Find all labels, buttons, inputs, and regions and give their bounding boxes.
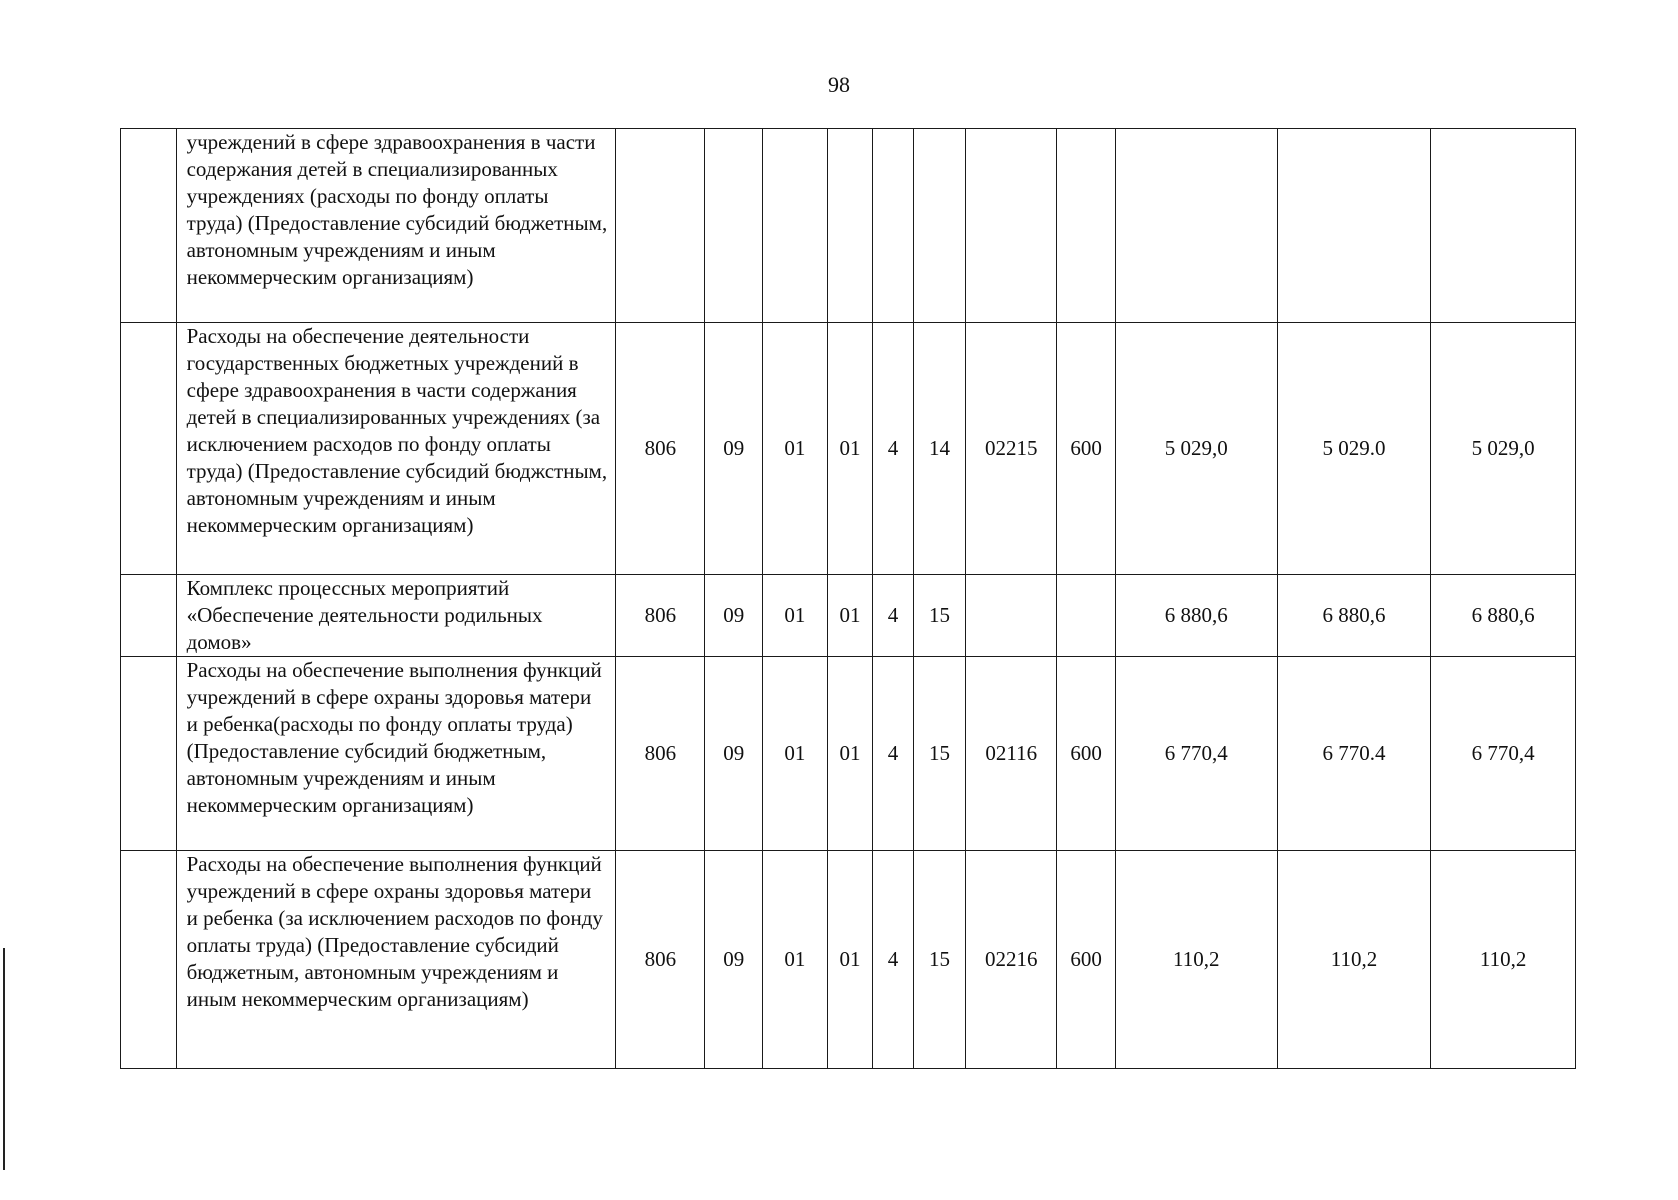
sum-year-1-cell (1115, 129, 1277, 323)
ved-cell: 806 (616, 323, 705, 575)
sum-year-1-cell: 6 880,6 (1115, 575, 1277, 657)
sum-year-2-cell (1277, 129, 1431, 323)
cs-type-cell: 4 (873, 851, 913, 1069)
cs-direction-cell: 02216 (966, 851, 1057, 1069)
budget-table (120, 128, 1576, 1069)
vr-cell: 600 (1057, 851, 1116, 1069)
rz-cell (705, 129, 763, 323)
table-row (121, 575, 1576, 657)
row-index-cell (121, 851, 177, 1069)
pr-cell: 01 (763, 657, 828, 851)
cs-program-cell: 01 (827, 323, 873, 575)
vr-cell (1057, 575, 1116, 657)
ved-cell: 806 (616, 657, 705, 851)
description-cell: Комплекс процессных мероприятий «Обеспечение деятельности родильных домов» (176, 575, 616, 657)
sum-year-2-cell: 6 770.4 (1277, 657, 1431, 851)
description-cell: Расходы на обеспечение выполнения функций учреждений в сфере охраны здоровья матери и ребенка (за исключением расходов по фонду оплаты труда) (Предоставление субсидий бюджетным, автономным учреждениям и иным некоммерческим организациям) (176, 851, 616, 1069)
cs-type-cell: 4 (873, 323, 913, 575)
sum-year-2-cell: 6 880,6 (1277, 575, 1431, 657)
description-cell: учреждений в сфере здравоохранения в части содержания детей в специализированных учреждениях (расходы по фонду оплаты труда) (Предоставление субсидий бюджетным, автономным учреждениям и иным некоммерческим организациям) (176, 129, 616, 323)
rz-cell: 09 (705, 851, 763, 1069)
pr-cell (763, 129, 828, 323)
ved-cell: 806 (616, 575, 705, 657)
row-index-cell (121, 323, 177, 575)
vr-cell: 600 (1057, 657, 1116, 851)
cs-complex-cell: 15 (913, 575, 966, 657)
rz-cell: 09 (705, 657, 763, 851)
pr-cell: 01 (763, 851, 828, 1069)
cs-complex-cell: 15 (913, 851, 966, 1069)
sum-year-1-cell: 6 770,4 (1115, 657, 1277, 851)
description-cell: Расходы на обеспечение выполнения функций учреждений в сфере охраны здоровья матери и ребенка(расходы по фонду оплаты труда) (Предоставление субсидий бюджетным, автономным учреждениям и иным некоммерческим организациям) (176, 657, 616, 851)
sum-year-1-cell: 5 029,0 (1115, 323, 1277, 575)
vr-cell: 600 (1057, 323, 1116, 575)
row-index-cell (121, 575, 177, 657)
cs-program-cell: 01 (827, 575, 873, 657)
rz-cell: 09 (705, 575, 763, 657)
cs-program-cell: 01 (827, 851, 873, 1069)
row-index-cell (121, 129, 177, 323)
sum-year-3-cell: 110,2 (1431, 851, 1576, 1069)
cs-type-cell (873, 129, 913, 323)
scan-edge-line (3, 948, 5, 1170)
description-cell: Расходы на обеспечение деятельности государственных бюджетных учреждений в сфере здравоохранения в части содержания детей в специализированных учреждениях (за исключением расходов по фонду оплаты труда) (Предоставление субсидий бюджстным, автономным учреждениям и иным некоммерческим организациям) (176, 323, 616, 575)
sum-year-3-cell: 6 770,4 (1431, 657, 1576, 851)
cs-program-cell (827, 129, 873, 323)
cs-direction-cell (966, 129, 1057, 323)
cs-complex-cell (913, 129, 966, 323)
sum-year-3-cell: 5 029,0 (1431, 323, 1576, 575)
cs-direction-cell: 02215 (966, 323, 1057, 575)
sum-year-3-cell (1431, 129, 1576, 323)
row-index-cell (121, 657, 177, 851)
cs-direction-cell (966, 575, 1057, 657)
cs-type-cell: 4 (873, 575, 913, 657)
vr-cell (1057, 129, 1116, 323)
ved-cell (616, 129, 705, 323)
pr-cell: 01 (763, 575, 828, 657)
table-row (121, 851, 1576, 1069)
page-number: 98 (828, 72, 850, 97)
sum-year-3-cell: 6 880,6 (1431, 575, 1576, 657)
cs-type-cell: 4 (873, 657, 913, 851)
sum-year-1-cell: 110,2 (1115, 851, 1277, 1069)
ved-cell: 806 (616, 851, 705, 1069)
cs-complex-cell: 14 (913, 323, 966, 575)
table-row (121, 129, 1576, 323)
sum-year-2-cell: 5 029.0 (1277, 323, 1431, 575)
table-row (121, 657, 1576, 851)
cs-complex-cell: 15 (913, 657, 966, 851)
pr-cell: 01 (763, 323, 828, 575)
cs-program-cell: 01 (827, 657, 873, 851)
table-row (121, 323, 1576, 575)
rz-cell: 09 (705, 323, 763, 575)
cs-direction-cell: 02116 (966, 657, 1057, 851)
sum-year-2-cell: 110,2 (1277, 851, 1431, 1069)
